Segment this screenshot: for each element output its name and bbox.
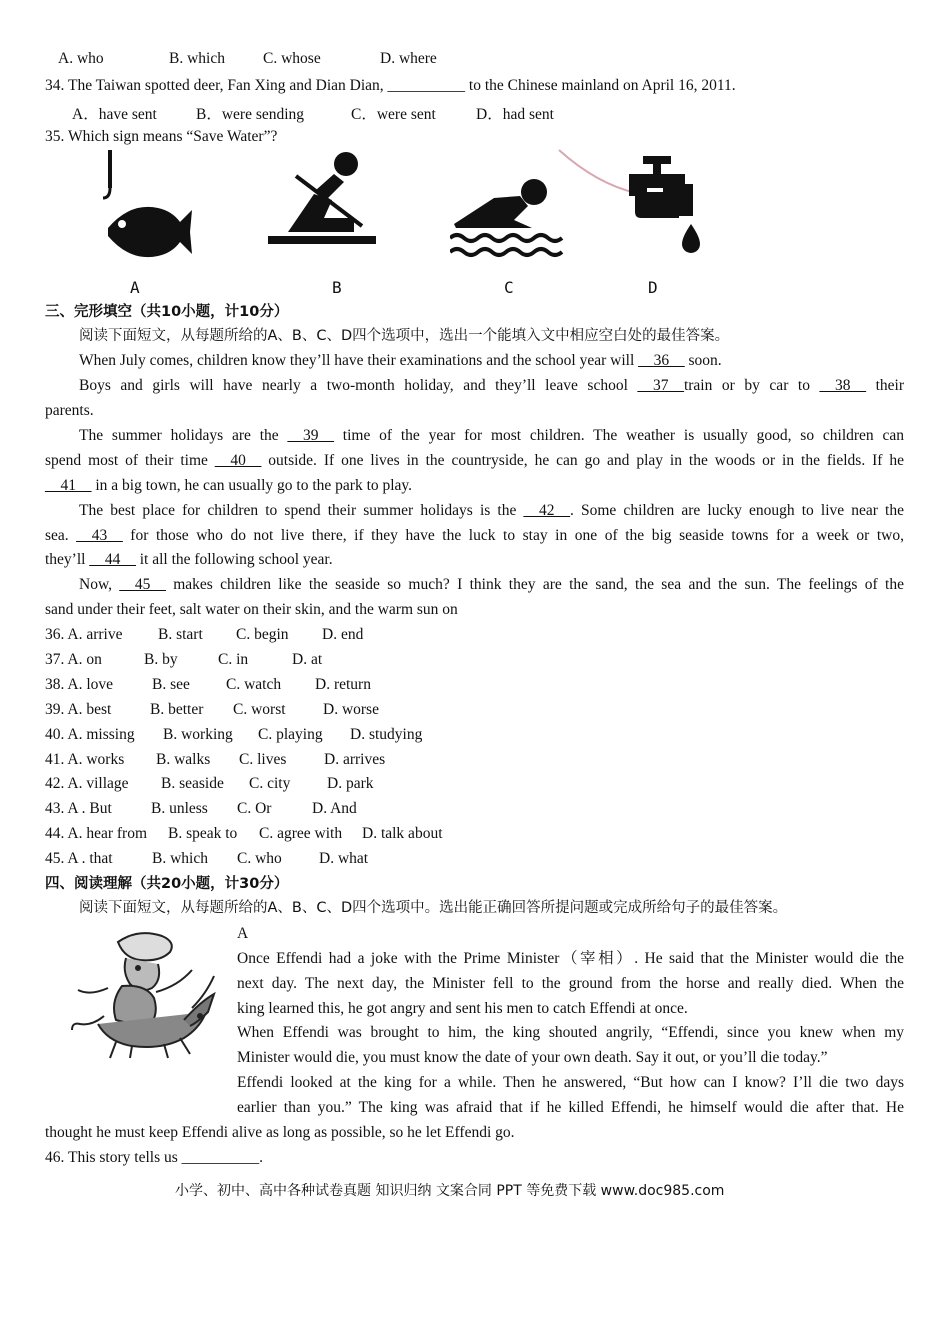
option-a: A．have sent <box>72 106 157 123</box>
cloze-paragraph-1 <box>79 351 722 371</box>
q34-stem: 34. The Taiwan spotted deer, Fan Xing and Dian Dian, __________ to the Chinese mainland on April 16, 2011. <box>45 77 736 94</box>
text-segment: their <box>866 377 904 394</box>
section3-instruction: 阅读下面短文，从每题所给的A、B、C、D四个选项中，选出一个能填入文中相应空白处的最佳答案。 <box>79 328 730 344</box>
text-segment: When July comes, children know they’ll have their examinations and the school year will <box>79 352 639 369</box>
passage-line-1: Once Effendi had a joke with the Prime Minister（宰相）. He said that the Minister would die the <box>237 950 904 967</box>
q46-stem: 46. This story tells us __________. <box>45 1149 264 1166</box>
passage-line-6: Effendi looked at the king for a while. Then he answered, “But how can I know? I’ll die two days <box>237 1074 904 1091</box>
option-d: D. where <box>380 50 437 67</box>
passage-line-3: king learned this, he got angry and sent his men to catch Effendi at once. <box>237 1000 688 1017</box>
section3-heading: 三、完形填空（共10小题，计10分） <box>45 304 289 320</box>
effendi-donkey-illustration <box>68 928 224 1060</box>
section4-instruction: 阅读下面短文，从每题所给的A、B、C、D四个选项中。选出能正确回答所提问题或完成所给句子的最佳答案。 <box>79 900 788 916</box>
option-b: B．were sending <box>196 106 305 123</box>
option-a: 41. A. works <box>45 751 125 768</box>
option-b: B. by <box>144 651 178 668</box>
option-c: C. agree with <box>259 825 343 842</box>
cloze-paragraph-3-line-2 <box>45 451 904 471</box>
option-c: C. in <box>218 651 249 668</box>
blank-42: __42__ <box>523 502 570 519</box>
text-segment: in a big town, he can usually go to the park to play. <box>91 477 413 494</box>
cloze-paragraph-3-line-1 <box>79 426 904 446</box>
option-c: C. worst <box>233 701 286 718</box>
page-footer: 小学、初中、高中各种试卷真题 知识归纳 文案合同 PPT 等免费下载 www.doc985.com <box>175 1183 725 1199</box>
text-segment: spend most of their time <box>45 452 215 469</box>
blank-39: __39__ <box>287 427 334 444</box>
text-segment: soon. <box>684 352 722 369</box>
option-d: D．had sent <box>476 106 554 123</box>
option-b: B. seaside <box>161 775 224 792</box>
passage-line-5: Minister would die, you must know the date of your own death. Say it out, or you’ll die today.” <box>237 1049 828 1066</box>
rowing-icon <box>266 150 378 250</box>
option-d: D. worse <box>323 701 379 718</box>
option-b: B. see <box>152 676 190 693</box>
option-c: C. begin <box>236 626 289 643</box>
option-c: C. lives <box>239 751 287 768</box>
blank-45: __45__ <box>119 576 166 593</box>
blank-36: __36__ <box>638 352 685 369</box>
option-a: 44. A. hear from <box>45 825 148 842</box>
passage-last-line: thought he must keep Effendi alive as long as possible, so he let Effendi go. <box>45 1124 515 1141</box>
cloze-paragraph-3-line-3 <box>45 476 412 496</box>
option-c: C. whose <box>263 50 321 67</box>
option-c: C. city <box>249 775 291 792</box>
option-a: 39. A. best <box>45 701 112 718</box>
text-segment: time of the year for most children. The weather is usually good, so children can <box>333 427 904 444</box>
text-segment: sea. <box>45 527 77 544</box>
option-d: D. park <box>327 775 374 792</box>
option-b: B. which <box>169 50 225 67</box>
option-b: B. start <box>158 626 203 643</box>
sign-label-b: B <box>332 278 342 297</box>
blank-41: __41__ <box>45 477 92 494</box>
sign-label-d: D <box>648 278 658 297</box>
cloze-paragraph-4-line-1 <box>79 501 904 521</box>
option-c: C. playing <box>258 726 323 743</box>
passage-label: A <box>237 925 249 942</box>
option-d: D. talk about <box>362 825 443 842</box>
option-c: C．were sent <box>351 106 436 123</box>
text-segment: The best place for children to spend their summer holidays is the <box>79 502 524 519</box>
option-b: B. walks <box>156 751 211 768</box>
water-tap-icon <box>555 148 715 258</box>
text-segment: . Some children are lucky enough to live near the <box>570 502 904 519</box>
option-d: D. at <box>292 651 323 668</box>
sign-label-a: A <box>130 278 140 297</box>
swimming-icon <box>450 176 566 260</box>
q35-stem: 35. Which sign means “Save Water”? <box>45 128 278 145</box>
blank-44: __44__ <box>89 551 136 568</box>
cloze-paragraph-2-cont: parents. <box>45 402 94 419</box>
cloze-paragraph-4-line-3 <box>45 550 333 570</box>
text-segment: Now, <box>79 576 120 593</box>
option-b: B. better <box>150 701 204 718</box>
option-b: B. working <box>163 726 233 743</box>
option-c: C. watch <box>226 676 282 693</box>
option-d: D. And <box>312 800 357 817</box>
text-segment: The summer holidays are the <box>79 427 288 444</box>
option-a: 40. A. missing <box>45 726 135 743</box>
option-a: 36. A. arrive <box>45 626 123 643</box>
cloze-paragraph-5-line-2: sand under their feet, salt water on their skin, and the warm sun on <box>45 601 458 618</box>
option-a: 43. A . But <box>45 800 112 817</box>
option-a: 37. A. on <box>45 651 102 668</box>
text-segment: train or by car to <box>683 377 820 394</box>
text-segment: Boys and girls will have nearly a two-month holiday, and they’ll leave school <box>79 377 638 394</box>
blank-37: __37__ <box>637 377 684 394</box>
text-segment: it all the following school year. <box>135 551 333 568</box>
blank-43: __43__ <box>76 527 123 544</box>
sign-label-c: C <box>504 278 514 297</box>
option-d: D. studying <box>350 726 423 743</box>
text-segment: for those who do not live there, if they have the luck to stay in one of the big seaside towns for a week or two, <box>122 527 904 544</box>
blank-38: __38__ <box>819 377 867 394</box>
option-a: 42. A. village <box>45 775 129 792</box>
section4-heading: 四、阅读理解（共20小题，计30分） <box>45 876 289 892</box>
option-a: 38. A. love <box>45 676 114 693</box>
passage-line-7: earlier than you.” The king was afraid that if he killed Effendi, he himself would die after that. He <box>237 1099 904 1116</box>
cloze-paragraph-2 <box>79 376 904 396</box>
option-b: B. speak to <box>168 825 238 842</box>
option-a: 45. A . that <box>45 850 113 867</box>
text-segment: they’ll <box>45 551 90 568</box>
cloze-paragraph-5-line-1 <box>79 575 904 595</box>
option-c: C. who <box>237 850 282 867</box>
text-segment: makes children like the seaside so much? I think they are the sand, the sea and the sun. The feelings of the <box>165 576 904 593</box>
option-b: B. which <box>152 850 208 867</box>
option-d: D. what <box>319 850 369 867</box>
option-d: D. arrives <box>324 751 386 768</box>
option-a: A. who <box>58 50 104 67</box>
passage-line-4: When Effendi was brought to him, the king shouted angrily, “Effendi, since you knew when my <box>237 1024 904 1041</box>
option-c: C. Or <box>237 800 272 817</box>
cloze-paragraph-4-line-2 <box>45 526 904 546</box>
option-d: D. return <box>315 676 371 693</box>
text-segment: outside. If one lives in the countryside, he can go and play in the woods or in the fields. If he <box>261 452 904 469</box>
passage-line-2: next day. The next day, the Minister fell to the ground from the horse and really died. When the <box>237 975 904 992</box>
option-d: D. end <box>322 626 364 643</box>
blank-40: __40__ <box>214 452 262 469</box>
fishing-icon <box>102 150 194 260</box>
option-b: B. unless <box>151 800 208 817</box>
